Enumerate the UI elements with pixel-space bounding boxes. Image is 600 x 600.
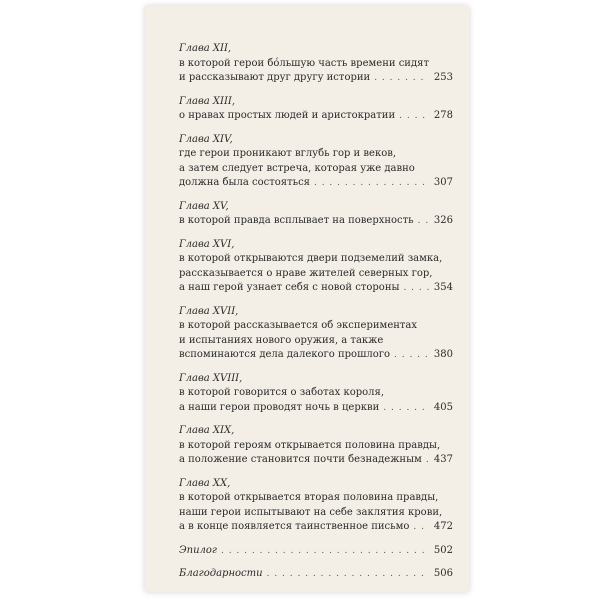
chapter-title: Глава XX,: [179, 477, 231, 489]
toc-entry: [179, 200, 453, 229]
chapter-description-line: где герои проникают вглубь гор и веков,: [179, 148, 397, 159]
chapter-description-line: в которой правда всплывает на поверхность: [179, 215, 414, 226]
chapter-title: Глава XVI,: [179, 238, 235, 250]
chapter-title: Глава XII,: [179, 43, 232, 54]
book-page: [145, 6, 469, 592]
dot-leader: [413, 520, 429, 535]
toc-entry: [179, 477, 453, 535]
chapter-title: Глава XIII,: [179, 95, 236, 107]
chapter-title: Глава XVII,: [179, 305, 239, 317]
toc-entry: [179, 95, 453, 124]
epilogue-entry-line: [179, 544, 453, 559]
chapter-description-last-line: [179, 281, 453, 296]
chapter-description-line: вспоминаются дела далекого прошлого: [179, 349, 390, 360]
toc-entry: [179, 238, 453, 296]
chapter-description-line: и испытаниях нового оружия, а также: [179, 334, 384, 346]
dot-leader: [394, 348, 429, 363]
chapter-description-line: наши герои испытывают на себе заклятия крови,: [179, 506, 443, 518]
chapter-title: Глава XIX,: [179, 425, 235, 436]
epilogue-entry: [179, 544, 453, 559]
page-number: 437: [433, 454, 453, 465]
table-of-contents: [179, 42, 453, 591]
chapter-description-line: в которой герои бóльшую часть времени сидят: [179, 57, 429, 69]
dot-leader: [418, 214, 429, 229]
dot-leader: [399, 109, 429, 124]
dot-leader: [426, 453, 429, 468]
page-number: 405: [433, 401, 453, 413]
chapter-description-last-line: [179, 401, 453, 416]
chapter-description-line: а затем следует встреча, которая уже давно: [179, 162, 415, 174]
chapter-description-line: а в конце появляется таинственное письмо: [179, 521, 410, 532]
page-number: 326: [433, 215, 453, 226]
toc-entry: [179, 133, 453, 191]
chapter-description-line: в которой героям открывается половина правды,: [179, 439, 441, 451]
dot-leader: [403, 281, 429, 296]
page-number: 278: [433, 110, 453, 121]
dot-leader: [267, 567, 429, 582]
chapter-description-last-line: [179, 214, 453, 229]
acknowledgements-entry-line: [179, 567, 453, 582]
page-number: 472: [433, 521, 453, 532]
toc-entry: [179, 424, 453, 468]
chapter-description-line: а наш герой узнает себя с новой стороны: [179, 282, 400, 293]
page-number: 380: [433, 349, 453, 360]
toc-entry: [179, 372, 453, 416]
page-number: 253: [433, 72, 453, 83]
chapter-description-last-line: [179, 453, 453, 468]
page-number: 354: [433, 282, 453, 293]
chapter-description-line: в которой открываются двери подземелий замка,: [179, 253, 443, 264]
chapter-title: Глава XV,: [179, 200, 229, 212]
chapter-description-line: а наши герои проводят ночь в церкви: [179, 401, 380, 413]
chapter-description-line: в которой говорится о заботах короля,: [179, 387, 384, 398]
epilogue-entry-label: Эпилог: [179, 544, 217, 556]
dot-leader: [314, 176, 429, 191]
dot-leader: [221, 544, 429, 559]
page-number: 502: [433, 544, 453, 556]
page-number: 506: [433, 568, 453, 579]
dot-leader: [374, 71, 429, 86]
chapter-description-last-line: [179, 176, 453, 191]
chapter-description-line: о нравах простых людей и аристократии: [179, 110, 396, 121]
toc-entry: [179, 42, 453, 86]
acknowledgements-entry: [179, 567, 453, 582]
chapter-description-last-line: [179, 348, 453, 363]
chapter-description-last-line: [179, 71, 453, 86]
acknowledgements-entry-label: Благодарности: [179, 568, 263, 579]
chapter-title: Глава XVIII,: [179, 372, 243, 384]
chapter-description-line: в которой рассказывается об экспериментах: [179, 320, 418, 331]
toc-entry: [179, 305, 453, 363]
chapter-description-line: в которой открывается вторая половина правды,: [179, 492, 439, 503]
chapter-description-line: рассказывается о нраве жителей северных гор,: [179, 267, 433, 279]
chapter-description-last-line: [179, 109, 453, 124]
chapter-description-last-line: [179, 520, 453, 535]
chapter-title: Глава XIV,: [179, 133, 233, 145]
page-number: 307: [433, 177, 453, 188]
chapter-description-line: должна была состояться: [179, 177, 310, 188]
chapter-description-line: а положение становится почти безнадежным: [179, 454, 422, 465]
dot-leader: [383, 401, 429, 416]
chapter-description-line: и рассказывают друг другу истории: [179, 72, 371, 83]
